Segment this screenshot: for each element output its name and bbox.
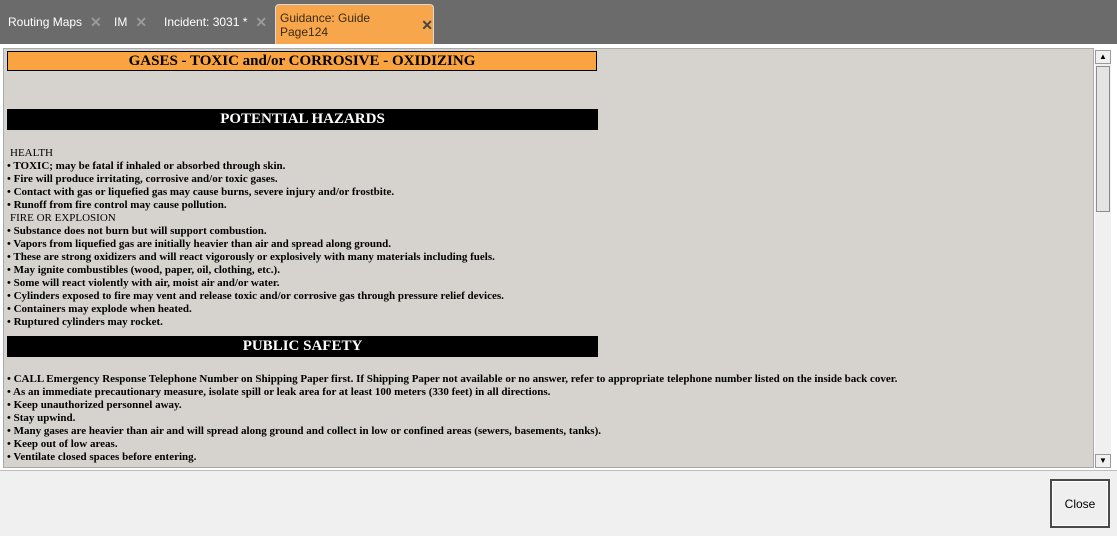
list-item: • Ventilate closed spaces before entering. bbox=[7, 451, 197, 463]
health-label: HEALTH bbox=[10, 147, 53, 159]
tab-label: IM bbox=[114, 15, 128, 29]
public-safety-heading: PUBLIC SAFETY bbox=[7, 336, 598, 357]
list-item: • Cylinders exposed to fire may vent and release toxic and/or corrosive gas through pressure relief devices. bbox=[7, 290, 504, 302]
scroll-up-button[interactable]: ▲ bbox=[1095, 50, 1111, 64]
list-item: • TOXIC; may be fatal if inhaled or absorbed through skin. bbox=[7, 160, 286, 172]
list-item: • Ruptured cylinders may rocket. bbox=[7, 316, 163, 328]
list-item: • Some will react violently with air, moist air and/or water. bbox=[7, 277, 280, 289]
tab-im[interactable] bbox=[106, 8, 156, 36]
scroll-thumb[interactable] bbox=[1096, 66, 1110, 212]
close-button[interactable]: Close bbox=[1050, 479, 1110, 528]
fire-explosion-label: FIRE OR EXPLOSION bbox=[10, 212, 116, 224]
tab-label: Incident: 3031 * bbox=[164, 15, 248, 29]
tab-label: Guidance: Guide Page124 bbox=[280, 10, 371, 39]
list-item: • Keep unauthorized personnel away. bbox=[7, 399, 182, 411]
list-item: • Vapors from liquefied gas are initially heavier than air and spread along ground. bbox=[7, 238, 392, 250]
potential-hazards-heading: POTENTIAL HAZARDS bbox=[7, 109, 598, 130]
list-item: • Contact with gas or liquefied gas may cause burns, severe injury and/or frostbite. bbox=[7, 186, 395, 198]
list-item: • As an immediate precautionary measure, isolate spill or leak area for at least 100 meters (330 feet) in all directions. bbox=[7, 386, 551, 398]
tab-bar bbox=[0, 0, 1117, 44]
guidance-document bbox=[3, 48, 1094, 468]
tab-label: Routing Maps bbox=[8, 15, 83, 29]
scroll-down-button[interactable]: ▼ bbox=[1095, 454, 1111, 468]
list-item: • Stay upwind. bbox=[7, 412, 76, 424]
list-item: • Containers may explode when heated. bbox=[7, 303, 192, 315]
list-item: • May ignite combustibles (wood, paper, oil, clothing, etc.). bbox=[7, 264, 280, 276]
list-item: • CALL Emergency Response Telephone Number on Shipping Paper first. If Shipping Paper not available or no answer, refer to appropriate telephone number listed on the inside back cover. bbox=[7, 373, 898, 385]
list-item: • Substance does not burn but will support combustion. bbox=[7, 225, 267, 237]
tab-routing-maps[interactable] bbox=[0, 8, 106, 36]
vertical-scrollbar[interactable] bbox=[1095, 50, 1111, 468]
tab-guidance[interactable] bbox=[275, 4, 434, 44]
list-item: • Keep out of low areas. bbox=[7, 438, 118, 450]
close-icon[interactable]: ✕ bbox=[421, 16, 433, 33]
close-icon[interactable]: ✕ bbox=[135, 14, 148, 30]
close-icon[interactable]: ✕ bbox=[90, 14, 102, 30]
list-item: • Many gases are heavier than air and will spread along ground and collect in low or confined areas (sewers, basements, tanks). bbox=[7, 425, 602, 437]
list-item: • These are strong oxidizers and will react vigorously or explosively with many materials including fuels. bbox=[7, 251, 495, 263]
list-item: • Runoff from fire control may cause pollution. bbox=[7, 199, 227, 211]
list-item: • Fire will produce irritating, corrosive and/or toxic gases. bbox=[7, 173, 278, 185]
tab-incident[interactable] bbox=[156, 8, 272, 36]
close-icon[interactable]: ✕ bbox=[255, 14, 268, 30]
guide-title: GASES - TOXIC and/or CORROSIVE - OXIDIZING bbox=[7, 51, 597, 71]
content-frame bbox=[0, 44, 1117, 471]
